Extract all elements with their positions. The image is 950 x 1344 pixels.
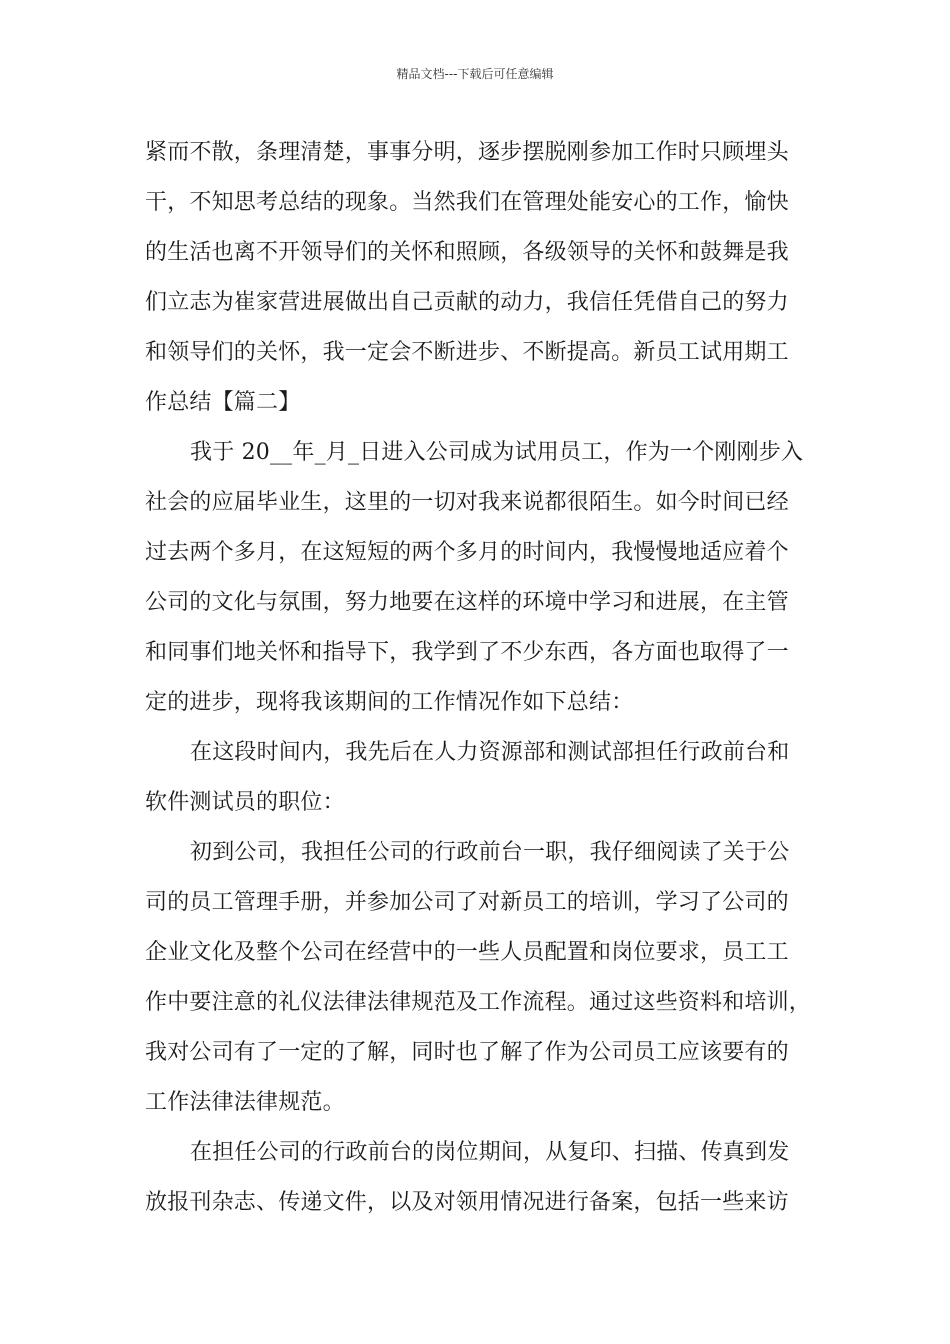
paragraph: [145, 1128, 810, 1228]
text-line: 初到公司，我担任公司的行政前台一职，我仔细阅读了关于公: [190, 840, 790, 865]
document-body: [145, 128, 810, 1228]
text-line: 我对公司有了一定的了解，同时也了解了作为公司员工应该要有的: [145, 1040, 789, 1065]
text-line: 公司的文化与氛围，努力地要在这样的环境中学习和进展，在主管: [145, 590, 789, 615]
text-line: 干，不知思考总结的现象。当然我们在管理处能安心的工作，愉快: [145, 190, 789, 215]
text-line: 社会的应届毕业生，这里的一切对我来说都很陌生。如今时间已经: [145, 490, 789, 515]
text-line: 司的员工管理手册，并参加公司了对新员工的培训，学习了公司的: [145, 890, 789, 915]
text-line: 和领导们的关怀，我一定会不断进步、不断提高。新员工试用期工: [145, 340, 789, 365]
text-line: 和同事们地关怀和指导下，我学到了不少东西，各方面也取得了一: [145, 640, 789, 665]
text-line: 在担任公司的行政前台的岗位期间，从复印、扫描、传真到发: [190, 1140, 790, 1165]
text-line: 们立志为崔家营进展做出自己贡献的动力，我信任凭借自己的努力: [145, 290, 789, 315]
text-line: 紧而不散，条理清楚，事事分明，逐步摆脱刚参加工作时只顾埋头: [145, 140, 789, 165]
text-line: 我于 20__年_月_日进入公司成为试用员工，作为一个刚刚步入: [190, 440, 804, 465]
text-line: 作总结【篇二】: [145, 390, 301, 415]
page-header: 精品文档---下载后可任意编辑: [396, 67, 554, 81]
text-line: 企业文化及整个公司在经营中的一些人员配置和岗位要求，员工工: [145, 940, 789, 965]
text-line: 工作法律法律规范。: [145, 1090, 345, 1115]
text-line: 软件测试员的职位：: [145, 790, 345, 815]
text-line: 放报刊杂志、传递文件，以及对领用情况进行备案，包括一些来访: [145, 1190, 789, 1215]
paragraph: [145, 428, 810, 728]
text-line: 的生活也离不开领导们的关怀和照顾，各级领导的关怀和鼓舞是我: [145, 240, 789, 265]
paragraph: [145, 128, 810, 428]
paragraph: [145, 728, 810, 828]
text-line: 过去两个多月，在这短短的两个多月的时间内，我慢慢地适应着个: [145, 540, 789, 565]
text-line: 在这段时间内，我先后在人力资源部和测试部担任行政前台和: [190, 740, 790, 765]
text-line: 作中要注意的礼仪法律法律规范及工作流程。通过这些资料和培训，: [145, 990, 812, 1015]
paragraph: [145, 828, 810, 1128]
text-line: 定的进步，现将我该期间的工作情况作如下总结：: [145, 690, 634, 715]
